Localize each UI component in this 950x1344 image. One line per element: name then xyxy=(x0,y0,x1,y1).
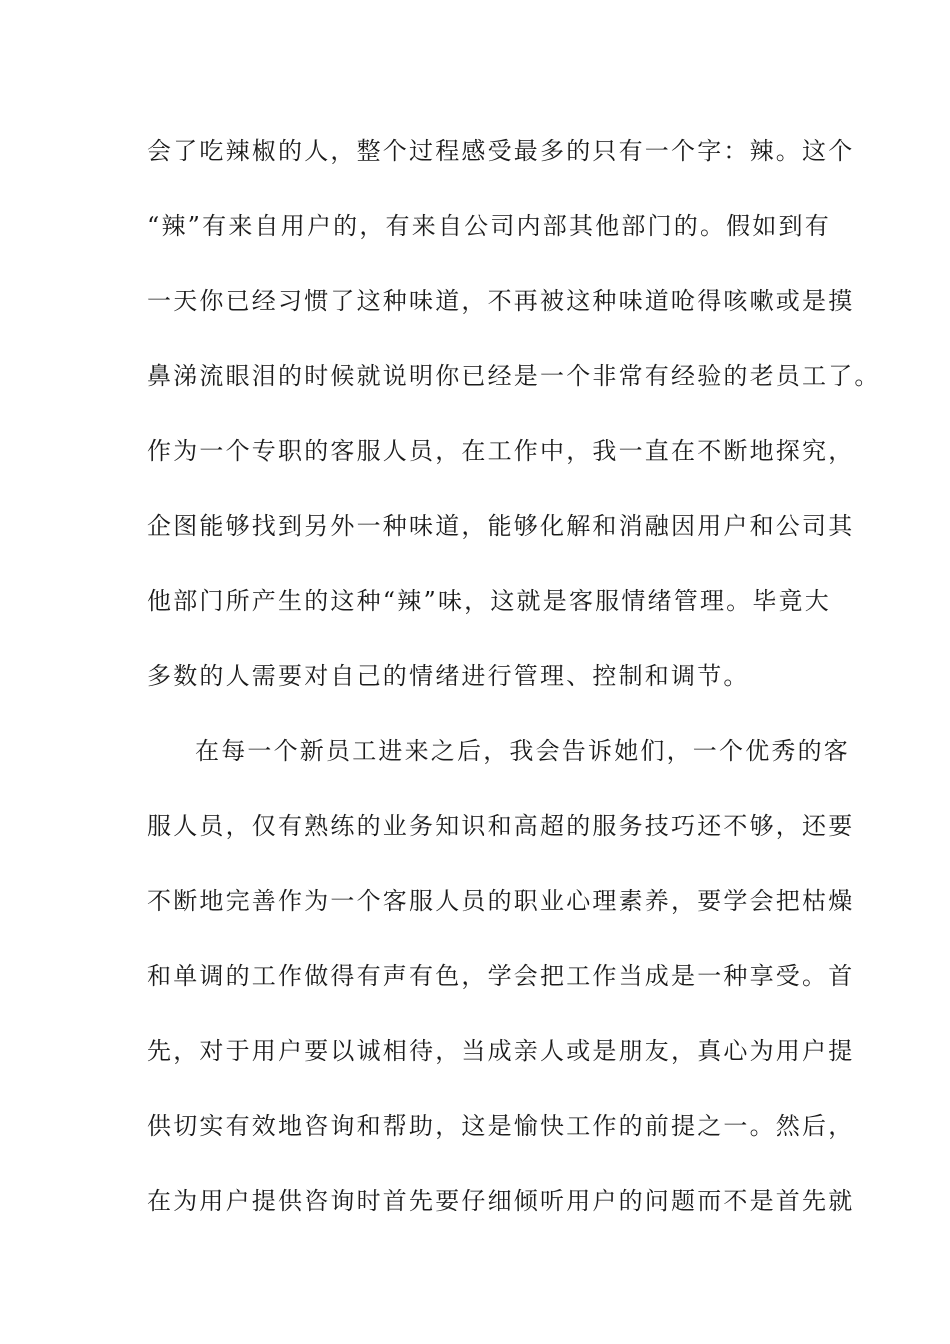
text-line: 一天你已经习惯了这种味道，不再被这种味道呛得咳嗽或是摸 xyxy=(147,287,855,315)
text-line: 供切实有效地咨询和帮助，这是愉快工作的前提之一。然后， xyxy=(147,1112,855,1140)
text-line: 和单调的工作做得有声有色，学会把工作当成是一种享受。首 xyxy=(147,962,855,990)
paragraph-start-line: 在每一个新员工进来之后，我会告诉她们，一个优秀的客 xyxy=(195,737,850,765)
text-line: 在为用户提供咨询时首先要仔细倾听用户的问题而不是首先就 xyxy=(147,1187,855,1215)
text-line: 企图能够找到另外一种味道，能够化解和消融因用户和公司其 xyxy=(147,512,855,540)
text-line: 多数的人需要对自己的情绪进行管理、控制和调节。 xyxy=(147,662,750,690)
text-line: 作为一个专职的客服人员，在工作中，我一直在不断地探究， xyxy=(147,437,855,465)
text-line: 不断地完善作为一个客服人员的职业心理素养，要学会把枯燥 xyxy=(147,887,855,915)
text-line: 他部门所产生的这种“辣”味，这就是客服情绪管理。毕竟大 xyxy=(147,587,831,615)
text-line: 先，对于用户要以诚相待，当成亲人或是朋友，真心为用户提 xyxy=(147,1037,855,1065)
text-line: 鼻涕流眼泪的时候就说明你已经是一个非常有经验的老员工了。 xyxy=(147,362,881,390)
text-line: 会了吃辣椒的人，整个过程感受最多的只有一个字：辣。这个 xyxy=(147,137,855,165)
text-line: 服人员，仅有熟练的业务知识和高超的服务技巧还不够，还要 xyxy=(147,812,855,840)
text-line: “辣”有来自用户的，有来自公司内部其他部门的。假如到有 xyxy=(147,212,831,240)
